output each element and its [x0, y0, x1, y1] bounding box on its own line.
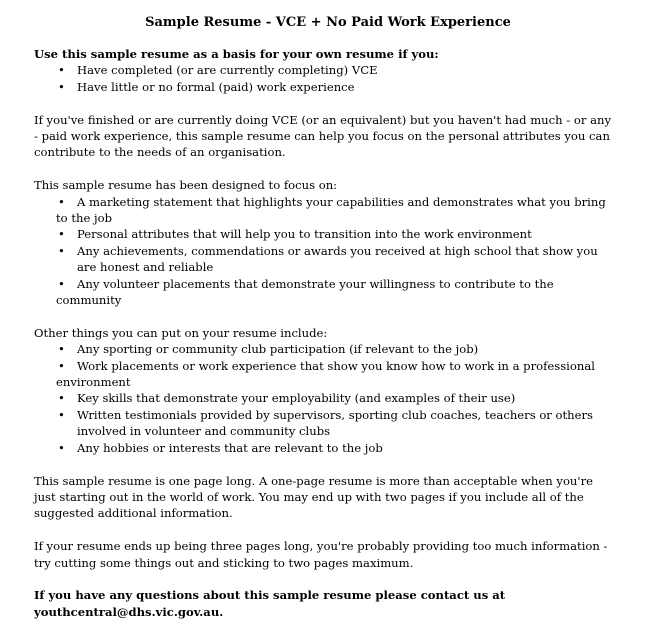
other-bullet-list [34, 341, 616, 456]
list-item: • A marketing statement that highlights your capabilities and demonstrates what you bring to the job [56, 194, 606, 226]
document-title: Sample Resume - VCE + No Paid Work Experience [145, 15, 511, 30]
list-item: • Any hobbies or interests that are relevant to the job [58, 440, 383, 455]
bullet-icon: • [58, 391, 65, 406]
intro-bullet-list [34, 62, 616, 95]
spacer [34, 522, 616, 538]
list-item: • Work placements or work experience that show you know how to work in a professional environment [56, 358, 595, 390]
contact-text: If you have any questions about this sample resume please contact us at youthcentral@dhs.vic.gov.au. [34, 588, 506, 619]
bullet-icon: • [58, 243, 65, 258]
spacer [34, 308, 616, 324]
spacer [34, 161, 616, 177]
bullet-icon: • [58, 407, 65, 422]
paragraph-three-pages: If your resume ends up being three pages long, you're probably providing too much information - try cutting some things out and sticking to two pages maximum. [34, 539, 608, 570]
list-item: • Any sporting or community club participation (if relevant to the job) [58, 342, 479, 357]
bullet-icon: • [58, 79, 65, 94]
bullet-icon: • [58, 358, 65, 373]
paragraph-page-length: This sample resume is one page long. A one-page resume is more than acceptable when you're just starting out in the world of work. You may end up with two pages if you include all of the suggested additional information. [34, 473, 593, 521]
focus-bullet-list [34, 194, 616, 309]
bullet-icon: • [58, 194, 65, 209]
bullet-icon: • [58, 63, 65, 78]
spacer [34, 571, 616, 587]
bullet-icon: • [58, 227, 65, 242]
list-item: • Personal attributes that will help you to transition into the work environment [58, 227, 532, 242]
list-item: • Written testimonials provided by supervisors, sporting club coaches, teachers or others involved in volunteer and community clubs [58, 407, 593, 439]
spacer [34, 95, 616, 111]
focus-heading: This sample resume has been designed to focus on: [34, 178, 338, 193]
bullet-icon: • [58, 440, 65, 455]
bullet-icon: • [58, 342, 65, 357]
other-heading: Other things you can put on your resume include: [34, 325, 328, 340]
bullet-icon: • [58, 276, 65, 291]
spacer [34, 456, 616, 472]
list-item: • Have little or no formal (paid) work experience [58, 79, 355, 94]
intro-heading: Use this sample resume as a basis for your own resume if you: [34, 47, 439, 61]
list-item: • Any volunteer placements that demonstrate your willingness to contribute to the community [56, 276, 554, 308]
list-item: • Key skills that demonstrate your employability (and examples of their use) [58, 391, 516, 406]
paragraph-vce-intro: If you've finished or are currently doing VCE (or an equivalent) but you haven't had much - or any - paid work experience, this sample resume can help you focus on the personal attributes you can contribute to the needs of an organisation. [34, 112, 612, 160]
list-item: • Have completed (or are currently completing) VCE [58, 63, 378, 78]
list-item: • Any achievements, commendations or awards you received at high school that show you are honest and reliable [58, 243, 598, 275]
